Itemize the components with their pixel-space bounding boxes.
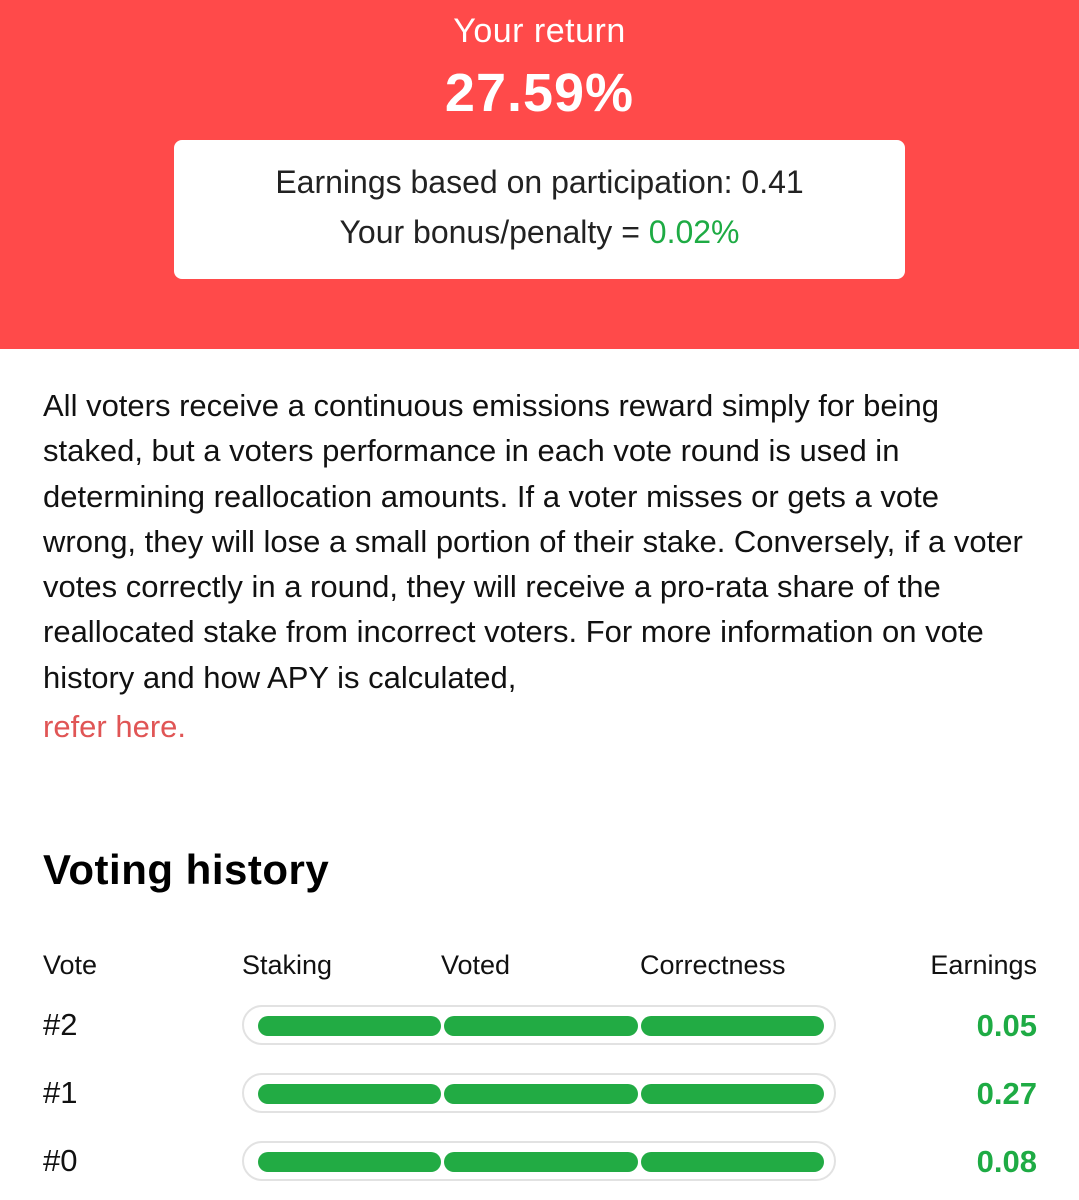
correctness-segment xyxy=(641,1084,824,1104)
correctness-segment xyxy=(641,1152,824,1172)
bonus-penalty xyxy=(174,214,905,251)
staking-segment xyxy=(258,1152,441,1172)
voted-segment xyxy=(444,1152,638,1172)
voting-history-title: Voting history xyxy=(43,846,330,893)
vote-row-earnings: 0.08 xyxy=(976,1144,1037,1179)
bonus-penalty-label: Your bonus/penalty = xyxy=(339,214,649,250)
description-text: All voters receive a continuous emissions reward simply for being staked, but a voters performance in each vote round is used in determining reallocation amounts. If a voter misses or gets a vote wrong, they will lose a small portion of their stake. Conversely, if a voter votes correctly in a round, they will receive a pro-rata share of the reallocated stake from incorrect voters. For more information on vote history and how APY is calculated, xyxy=(43,388,1023,695)
vote-row-earnings: 0.27 xyxy=(976,1076,1037,1111)
staking-segment xyxy=(258,1016,441,1036)
column-earnings: Earnings xyxy=(930,950,1037,980)
earnings-participation: Earnings based on participation: 0.41 xyxy=(275,164,804,200)
earnings-card xyxy=(174,140,905,279)
participation-bar xyxy=(242,1005,836,1045)
vote-row-earnings: 0.05 xyxy=(976,1008,1037,1043)
column-voted: Voted xyxy=(441,950,511,980)
participation-bar xyxy=(242,1073,836,1113)
column-staking: Staking xyxy=(242,950,333,980)
voted-segment xyxy=(444,1016,638,1036)
staking-segment xyxy=(258,1084,441,1104)
return-banner xyxy=(0,0,1079,349)
refer-here-link[interactable]: refer here. xyxy=(43,709,187,745)
return-label: Your return xyxy=(453,12,626,50)
column-correctness: Correctness xyxy=(640,950,786,980)
vote-row-label: #2 xyxy=(43,1007,78,1042)
description xyxy=(43,383,1023,749)
column-vote: Vote xyxy=(43,950,98,980)
bonus-penalty-value: 0.02% xyxy=(648,214,740,250)
voted-segment xyxy=(444,1084,638,1104)
correctness-segment xyxy=(641,1016,824,1036)
return-value: 27.59% xyxy=(444,63,635,123)
vote-row-label: #0 xyxy=(43,1143,78,1178)
vote-row-label: #1 xyxy=(43,1075,78,1110)
participation-bar xyxy=(242,1141,836,1181)
